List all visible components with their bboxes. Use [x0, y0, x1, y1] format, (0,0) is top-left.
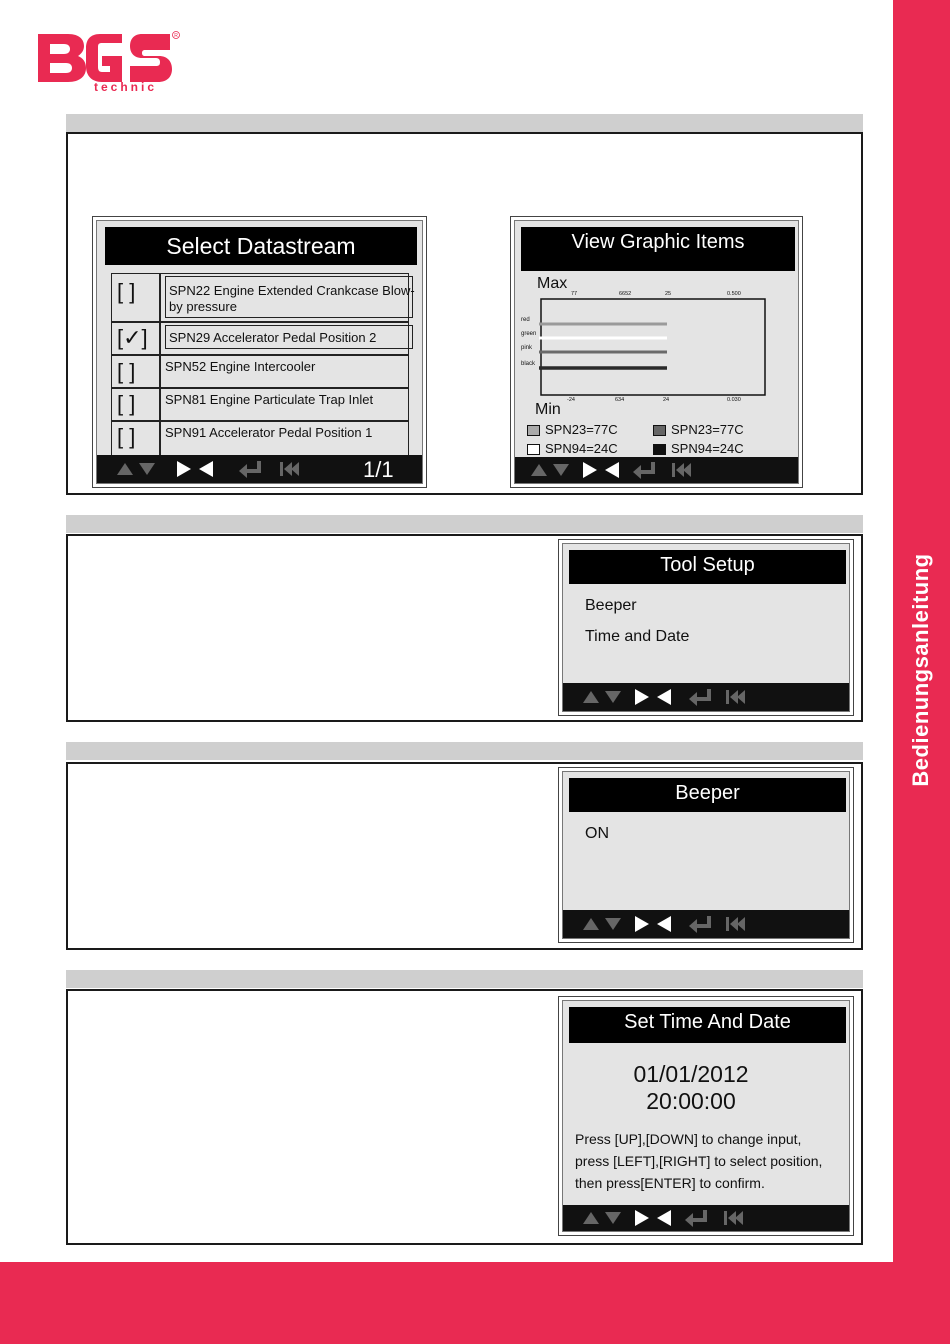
nav-bar: [563, 910, 849, 938]
back-skip-icon[interactable]: [725, 915, 747, 933]
section-header-bar: [66, 114, 863, 132]
list-item-label[interactable]: SPN52 Engine Intercooler: [165, 359, 316, 374]
enter-icon[interactable]: [687, 687, 715, 707]
screen-title: Select Datastream: [105, 227, 417, 265]
page-indicator: 1/1: [363, 457, 394, 482]
section-header-bar: [66, 742, 863, 760]
list-item-label[interactable]: SPN91 Accelerator Pedal Position 1: [165, 425, 373, 440]
brand-subtitle: technic: [94, 80, 158, 94]
series-label: pink: [521, 345, 533, 351]
left-right-arrows-icon[interactable]: [633, 687, 675, 707]
nav-bar: [563, 1205, 849, 1231]
nav-bar: [563, 683, 849, 711]
bottom-tick-label: -24: [567, 397, 575, 403]
bottom-tick-label: 24: [663, 397, 670, 403]
up-down-arrows-icon[interactable]: [531, 462, 575, 478]
lcd-panel: [562, 1000, 850, 1232]
section-header-bar: [66, 970, 863, 988]
list-item-label[interactable]: by pressure: [169, 299, 237, 314]
lcd-panel: [562, 543, 850, 712]
help-text: Press [UP],[DOWN] to change input,: [575, 1131, 802, 1147]
time-date-screen: [558, 996, 854, 1236]
legend-label: SPN94=24C: [545, 441, 618, 456]
back-skip-icon[interactable]: [723, 1209, 745, 1227]
nav-bar: [97, 455, 422, 483]
beeper-screen: [558, 767, 854, 943]
up-down-arrows-icon[interactable]: [583, 916, 627, 932]
screen-title: Beeper: [569, 778, 846, 812]
time-field[interactable]: 20:00:00: [646, 1088, 736, 1114]
enter-icon[interactable]: [631, 460, 659, 480]
checkbox-checked[interactable]: [✓]: [117, 325, 148, 350]
legend-label: SPN23=77C: [545, 422, 618, 437]
menu-item-beeper[interactable]: Beeper: [585, 597, 637, 614]
series-label: black: [521, 361, 536, 367]
left-right-arrows-icon[interactable]: [633, 1208, 675, 1228]
back-skip-icon[interactable]: [671, 461, 693, 479]
list-item-label[interactable]: SPN22 Engine Extended Crankcase Blow-: [169, 283, 415, 298]
lcd-panel: [514, 220, 799, 484]
tool-setup-screen: [558, 539, 854, 716]
top-tick-label: 0.500: [727, 291, 741, 297]
checkbox[interactable]: [ ]: [117, 279, 136, 304]
left-right-arrows-icon[interactable]: [175, 459, 217, 479]
legend-swatch: [653, 425, 666, 436]
checkbox[interactable]: [ ]: [117, 424, 136, 449]
up-down-arrows-icon[interactable]: [583, 689, 627, 705]
legend-label: SPN94=24C: [671, 441, 744, 456]
top-tick-label: 25: [665, 291, 672, 297]
beeper-value[interactable]: ON: [585, 825, 609, 842]
row-separator: [111, 321, 409, 323]
enter-icon[interactable]: [687, 914, 715, 934]
bottom-tick-label: 634: [615, 397, 625, 403]
section-header-bar: [66, 515, 863, 533]
series-label: red: [521, 317, 530, 323]
nav-bar: [515, 457, 798, 483]
list-divider: [159, 273, 161, 457]
list-item-label[interactable]: SPN29 Accelerator Pedal Position 2: [169, 330, 377, 345]
row-separator: [111, 420, 409, 422]
view-graphic-screen: [510, 216, 803, 488]
plot-frame: [541, 299, 765, 395]
back-skip-icon[interactable]: [725, 688, 747, 706]
up-down-arrows-icon[interactable]: [583, 1210, 627, 1226]
bottom-tick-label: 0.030: [727, 397, 741, 403]
sidebar-title: Bedienungsanleitung: [908, 553, 933, 787]
lcd-panel: [562, 771, 850, 939]
back-skip-icon[interactable]: [279, 460, 301, 478]
legend-swatch: [527, 444, 540, 455]
svg-text:R: R: [174, 33, 178, 39]
left-right-arrows-icon[interactable]: [633, 914, 675, 934]
lcd-panel: [96, 220, 423, 484]
select-datastream-screen: [92, 216, 427, 488]
top-tick-label: 6652: [619, 291, 632, 297]
menu-item-time-date[interactable]: Time and Date: [585, 628, 690, 645]
screen-title: Tool Setup: [569, 550, 846, 584]
row-separator: [111, 354, 409, 356]
screen-title: View Graphic Items: [521, 227, 795, 271]
help-text: then press[ENTER] to confirm.: [575, 1175, 765, 1191]
left-right-arrows-icon[interactable]: [581, 460, 623, 480]
legend-swatch: [527, 425, 540, 436]
top-tick-label: 77: [571, 291, 578, 297]
up-down-arrows-icon[interactable]: [117, 461, 161, 477]
date-field[interactable]: 01/01/2012: [633, 1061, 749, 1087]
help-text: press [LEFT],[RIGHT] to select position,: [575, 1153, 823, 1169]
row-separator: [111, 387, 409, 389]
enter-icon[interactable]: [237, 459, 265, 479]
max-label: Max: [537, 275, 568, 292]
legend-swatch: [653, 444, 666, 455]
series-label: green: [521, 331, 537, 337]
list-item-label[interactable]: SPN81 Engine Particulate Trap Inlet: [165, 392, 374, 407]
checkbox[interactable]: [ ]: [117, 391, 136, 416]
min-label: Min: [535, 401, 561, 418]
legend-label: SPN23=77C: [671, 422, 744, 437]
enter-icon[interactable]: [683, 1208, 711, 1228]
screen-title: Set Time And Date: [569, 1007, 846, 1043]
footer-band: [0, 1262, 950, 1344]
checkbox[interactable]: [ ]: [117, 359, 136, 384]
